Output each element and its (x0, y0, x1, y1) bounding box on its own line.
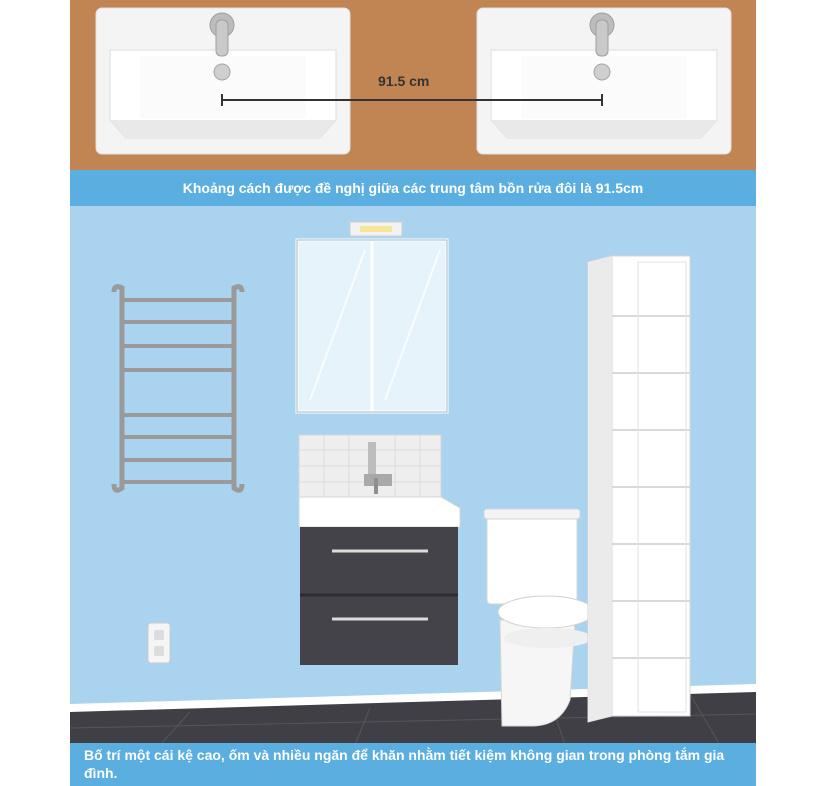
bathroom-scene (70, 0, 756, 786)
vanity-unit (299, 497, 460, 665)
top-banner: Khoảng cách được đề nghị giữa các trung tâm bồn rửa đôi là 91.5cm (70, 170, 756, 206)
wall-outlet-icon (148, 623, 170, 663)
mirror-cabinet (297, 240, 447, 412)
measurement-label: 91.5 cm (378, 73, 430, 89)
tall-towel-shelf (588, 256, 690, 722)
bottom-caption: Bố trí một cái kệ cao, ốm và nhiều ngăn để khăn nhằm tiết kiệm không gian trong phòng tắm gia đình. (70, 743, 756, 786)
vanity-light-icon (350, 222, 402, 236)
infographic (70, 0, 756, 786)
towel-rack (114, 287, 242, 491)
